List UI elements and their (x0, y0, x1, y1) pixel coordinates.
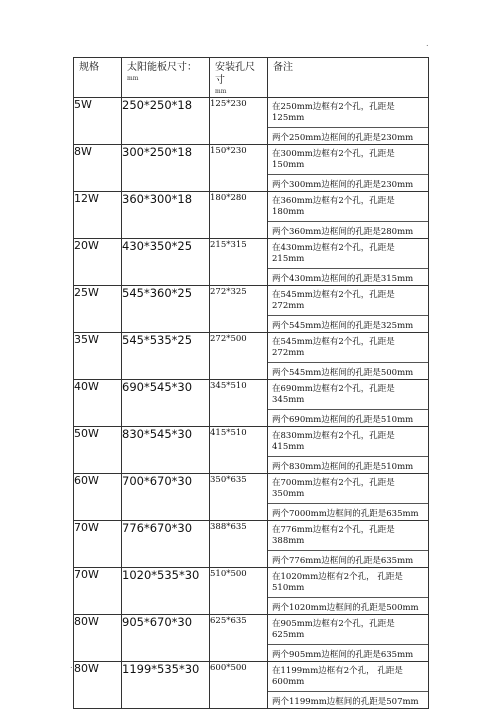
note-line-frame-holes: 在545mm边框有2个孔，孔距是272mm (268, 333, 428, 363)
table-row (74, 98, 429, 145)
cell-note (268, 98, 429, 145)
cell-note (268, 662, 429, 709)
cell-note (268, 615, 429, 662)
table-row (74, 145, 429, 192)
table-row (74, 662, 429, 709)
cell-spec: 20W (74, 239, 122, 286)
cell-spec: 5W (74, 98, 122, 145)
cell-spec: 25W (74, 286, 122, 333)
cell-note (268, 286, 429, 333)
cell-hole-size: 180*280 (210, 192, 268, 239)
note-line-frame-holes: 在690mm边框有2个孔，孔距是345mm (268, 380, 428, 410)
cell-panel-size: 545*535*25 (122, 333, 210, 380)
table-header (74, 58, 429, 98)
note-line-frame-distance: 两个830mm边框间的孔距是510mm (272, 462, 414, 472)
table-row (74, 568, 429, 615)
cell-panel-size: 1020*535*30 (122, 568, 210, 615)
header-spec: 规格 (74, 58, 122, 98)
note-line-frame-distance: 两个545mm边框间的孔距是325mm (272, 321, 414, 331)
cell-panel-size: 545*360*25 (122, 286, 210, 333)
cell-note (268, 521, 429, 568)
cell-panel-size: 300*250*18 (122, 145, 210, 192)
cell-hole-size: 510*500 (210, 568, 268, 615)
note-line-frame-holes: 在360mm边框有2个孔，孔距是180mm (268, 192, 428, 222)
note-line-frame-distance: 两个300mm边框间的孔距是230mm (272, 180, 414, 190)
cell-hole-size: 215*315 (210, 239, 268, 286)
note-line-frame-distance: 两个776mm边框间的孔距是635mm (272, 556, 414, 566)
note-line-frame-holes: 在830mm边框有2个孔，孔距是415mm (268, 427, 428, 457)
note-line-frame-holes: 在1199mm边框有2个孔， 孔距是600mm (268, 662, 428, 692)
table-body (74, 98, 429, 709)
header-note: 备注 (268, 58, 429, 98)
note-line-frame-distance: 两个905mm边框间的孔距是635mm (272, 650, 414, 660)
note-line-frame-holes: 在430mm边框有2个孔，孔距是215mm (268, 239, 428, 269)
note-line-frame-distance: 两个360mm边框间的孔距是280mm (272, 227, 414, 237)
cell-hole-size: 150*230 (210, 145, 268, 192)
note-line-frame-holes: 在545mm边框有2个孔，孔距是272mm (268, 286, 428, 316)
cell-note (268, 192, 429, 239)
header-hole-size-unit: mm (215, 88, 227, 95)
table-row (74, 427, 429, 474)
cell-note (268, 474, 429, 521)
note-line-frame-distance: 两个1020mm边框间的孔距是500mm (272, 603, 419, 613)
cell-spec: 40W (74, 380, 122, 427)
cell-panel-size: 250*250*18 (122, 98, 210, 145)
cell-spec: 35W (74, 333, 122, 380)
note-line-frame-distance: 两个1199mm边框间的孔距是507mm (272, 697, 419, 707)
note-line-frame-distance: 两个545mm边框间的孔距是500mm (272, 368, 414, 378)
header-row (74, 58, 429, 98)
cell-hole-size: 415*510 (210, 427, 268, 474)
cell-note (268, 239, 429, 286)
cell-spec: 80W (74, 662, 122, 709)
page-mark-top: . (426, 39, 429, 48)
header-hole-size: 安装孔尺寸 mm (210, 58, 268, 98)
cell-spec: 70W (74, 521, 122, 568)
table-row (74, 239, 429, 286)
cell-spec: 8W (74, 145, 122, 192)
solar-panel-spec-table (73, 57, 429, 709)
table-row (74, 286, 429, 333)
cell-hole-size: 600*500 (210, 662, 268, 709)
note-line-frame-holes: 在700mm边框有2个孔，孔距是350mm (268, 474, 428, 504)
cell-note (268, 568, 429, 615)
cell-panel-size: 690*545*30 (122, 380, 210, 427)
note-line-frame-holes: 在300mm边框有2个孔，孔距是150mm (268, 145, 428, 175)
header-panel-size: 太阳能板尺寸： mm (122, 58, 210, 98)
cell-note (268, 380, 429, 427)
cell-panel-size: 776*670*30 (122, 521, 210, 568)
note-line-frame-distance: 两个250mm边框间的孔距是230mm (272, 133, 414, 143)
page-mark-bottom: . (70, 661, 73, 670)
cell-spec: 60W (74, 474, 122, 521)
cell-hole-size: 345*510 (210, 380, 268, 427)
cell-hole-size: 388*635 (210, 521, 268, 568)
note-line-frame-distance: 两个430mm边框间的孔距是315mm (272, 274, 414, 284)
cell-hole-size: 272*500 (210, 333, 268, 380)
note-line-frame-distance: 两个7000mm边框间的孔距是635mm (272, 509, 419, 519)
cell-hole-size: 272*325 (210, 286, 268, 333)
note-line-frame-holes: 在776mm边框有2个孔，孔距是388mm (268, 521, 428, 551)
note-line-frame-holes: 在250mm边框有2个孔，孔距是125mm (268, 98, 428, 128)
cell-panel-size: 830*545*30 (122, 427, 210, 474)
cell-spec: 70W (74, 568, 122, 615)
cell-hole-size: 625*635 (210, 615, 268, 662)
header-panel-size-unit: mm (127, 75, 139, 82)
cell-spec: 80W (74, 615, 122, 662)
cell-panel-size: 905*670*30 (122, 615, 210, 662)
note-line-frame-distance: 两个690mm边框间的孔距是510mm (272, 415, 414, 425)
cell-note (268, 333, 429, 380)
table-row (74, 521, 429, 568)
cell-note (268, 145, 429, 192)
cell-spec: 12W (74, 192, 122, 239)
table-row (74, 333, 429, 380)
note-line-frame-holes: 在1020mm边框有2个孔， 孔距是510mm (268, 568, 428, 598)
table-row (74, 380, 429, 427)
note-line-frame-holes: 在905mm边框有2个孔，孔距是625mm (268, 615, 428, 645)
table-row (74, 192, 429, 239)
cell-hole-size: 350*635 (210, 474, 268, 521)
table-row (74, 474, 429, 521)
cell-panel-size: 360*300*18 (122, 192, 210, 239)
cell-panel-size: 1199*535*30 (122, 662, 210, 709)
cell-panel-size: 700*670*30 (122, 474, 210, 521)
cell-panel-size: 430*350*25 (122, 239, 210, 286)
table-row (74, 615, 429, 662)
cell-hole-size: 125*230 (210, 98, 268, 145)
cell-spec: 50W (74, 427, 122, 474)
cell-note (268, 427, 429, 474)
